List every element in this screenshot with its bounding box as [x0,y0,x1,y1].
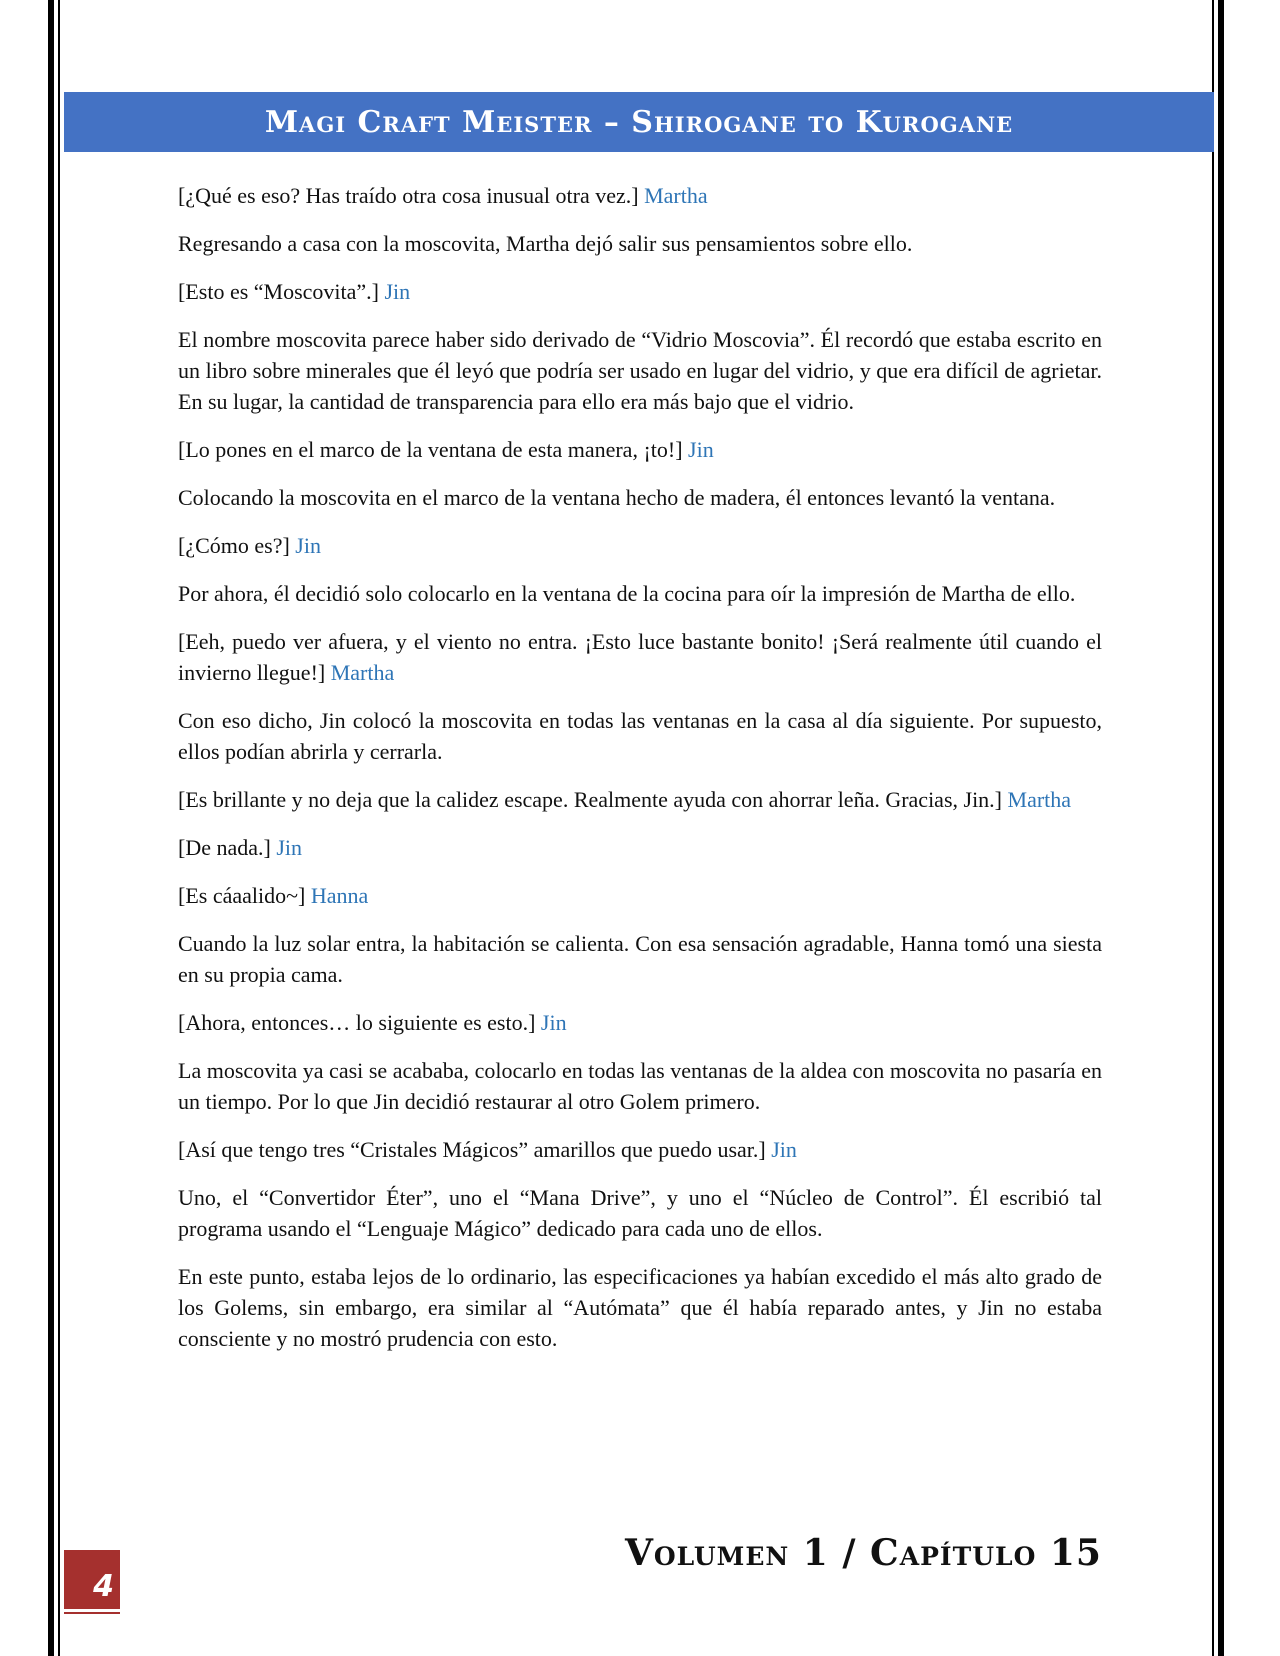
page-border-right-inner [1212,0,1214,1656]
header-bar [64,92,1214,152]
page-number: 4 [93,1569,114,1604]
paragraph [178,832,1102,863]
paragraph-text: [Ahora, entonces… lo siguiente es esto.] [178,1010,541,1035]
paragraph-text: [De nada.] [178,835,277,860]
paragraph-text: [Esto es “Moscovita”.] [178,279,385,304]
paragraph-text: Por ahora, él decidió solo colocarlo en la ventana de la cocina para oír la impresión de Martha de ello. [178,581,1076,606]
paragraph [178,880,1102,911]
paragraph-text: [Es cáaalido~] [178,883,311,908]
speaker-name: Martha [644,183,708,208]
paragraph-text: [¿Cómo es?] [178,533,296,558]
paragraph-text: [Así que tengo tres “Cristales Mágicos” amarillos que puedo usar.] [178,1137,772,1162]
page-border-left-inner [58,0,60,1656]
paragraph-text: [Es brillante y no deja que la calidez escape. Realmente ayuda con ahorrar leña. Gracias, Jin.] [178,787,1008,812]
speaker-name: Martha [330,660,395,685]
paragraph [178,578,1102,609]
speaker-name: Jin [295,533,321,558]
paragraph-text: Con eso dicho, Jin colocó la moscovita en todas las ventanas en la casa al día siguiente. Por supuesto, ellos podían abrirla y cerrarla. [178,708,1102,764]
paragraph [178,276,1102,307]
paragraph-text: Regresando a casa con la moscovita, Martha dejó salir sus pensamientos sobre ello. [178,231,913,256]
paragraph [178,434,1102,465]
paragraph-text: Cuando la luz solar entra, la habitación se calienta. Con esa sensación agradable, Hanna tomó una siesta en su propia cama. [178,931,1102,987]
paragraph-text: El nombre moscovita parece haber sido derivado de “Vidrio Moscovia”. Él recordó que estaba escrito en un libro sobre minerales que él leyó que podría ser usado en lugar del vidrio, y que era difícil de agrietar. En su lugar, la cantidad de transparencia para ello era más bajo que el vidrio. [178,327,1102,414]
speaker-name: Hanna [310,883,369,908]
paragraph-text: [¿Qué es eso? Has traído otra cosa inusual otra vez.] [178,183,645,208]
page-border-left-outer [48,0,54,1656]
paragraph [178,180,1102,211]
paragraph [178,530,1102,561]
speaker-name: Jin [771,1137,797,1162]
page-body [178,180,1102,1371]
paragraph-text: [Lo pones en el marco de la ventana de esta manera, ¡to!] [178,437,689,462]
paragraph [178,705,1102,767]
page-border-right-outer [1218,0,1224,1656]
paragraph-text: En este punto, estaba lejos de lo ordinario, las especificaciones ya habían excedido el más alto grado de los Golems, sin embargo, era similar al “Autómata” que él había reparado antes, y Jin no estaba consciente y no mostró prudencia con esto. [178,1264,1102,1351]
paragraph [178,482,1102,513]
paragraph [178,1055,1102,1117]
paragraph-text: Colocando la moscovita en el marco de la ventana hecho de madera, él entonces levantó la ventana. [178,485,1056,510]
header-title: Magi Craft Meister – Shirogane to Kurogane [264,104,1014,140]
speaker-name: Jin [540,1010,567,1035]
paragraph-text: La moscovita ya casi se acababa, colocarlo en todas las ventanas de la aldea con moscovita no pasaría en un tiempo. Por lo que Jin decidió restaurar al otro Golem primero. [178,1058,1102,1114]
paragraph-text: Uno, el “Convertidor Éter”, uno el “Mana Drive”, y uno el “Núcleo de Control”. Él escribió tal programa usando el “Lenguaje Mágico” dedicado para cada uno de ellos. [178,1185,1102,1241]
paragraph-text: [Eeh, puedo ver afuera, y el viento no entra. ¡Esto luce bastante bonito! ¡Será realmente útil cuando el invierno llegue!] [178,629,1102,685]
paragraph [178,1182,1102,1244]
paragraph [178,228,1102,259]
paragraph [178,784,1102,815]
speaker-name: Jin [384,279,411,304]
speaker-name: Martha [1007,787,1072,812]
page-number-box [64,1550,120,1614]
paragraph [178,1134,1102,1165]
paragraph [178,928,1102,990]
chapter-label: Volumen 1 / Capítulo 15 [624,1532,1102,1574]
paragraph [178,324,1102,417]
paragraph [178,1261,1102,1354]
paragraph [178,1007,1102,1038]
speaker-name: Jin [688,437,714,462]
speaker-name: Jin [276,835,303,860]
page-number-underline [64,1609,120,1612]
paragraph [178,626,1102,688]
